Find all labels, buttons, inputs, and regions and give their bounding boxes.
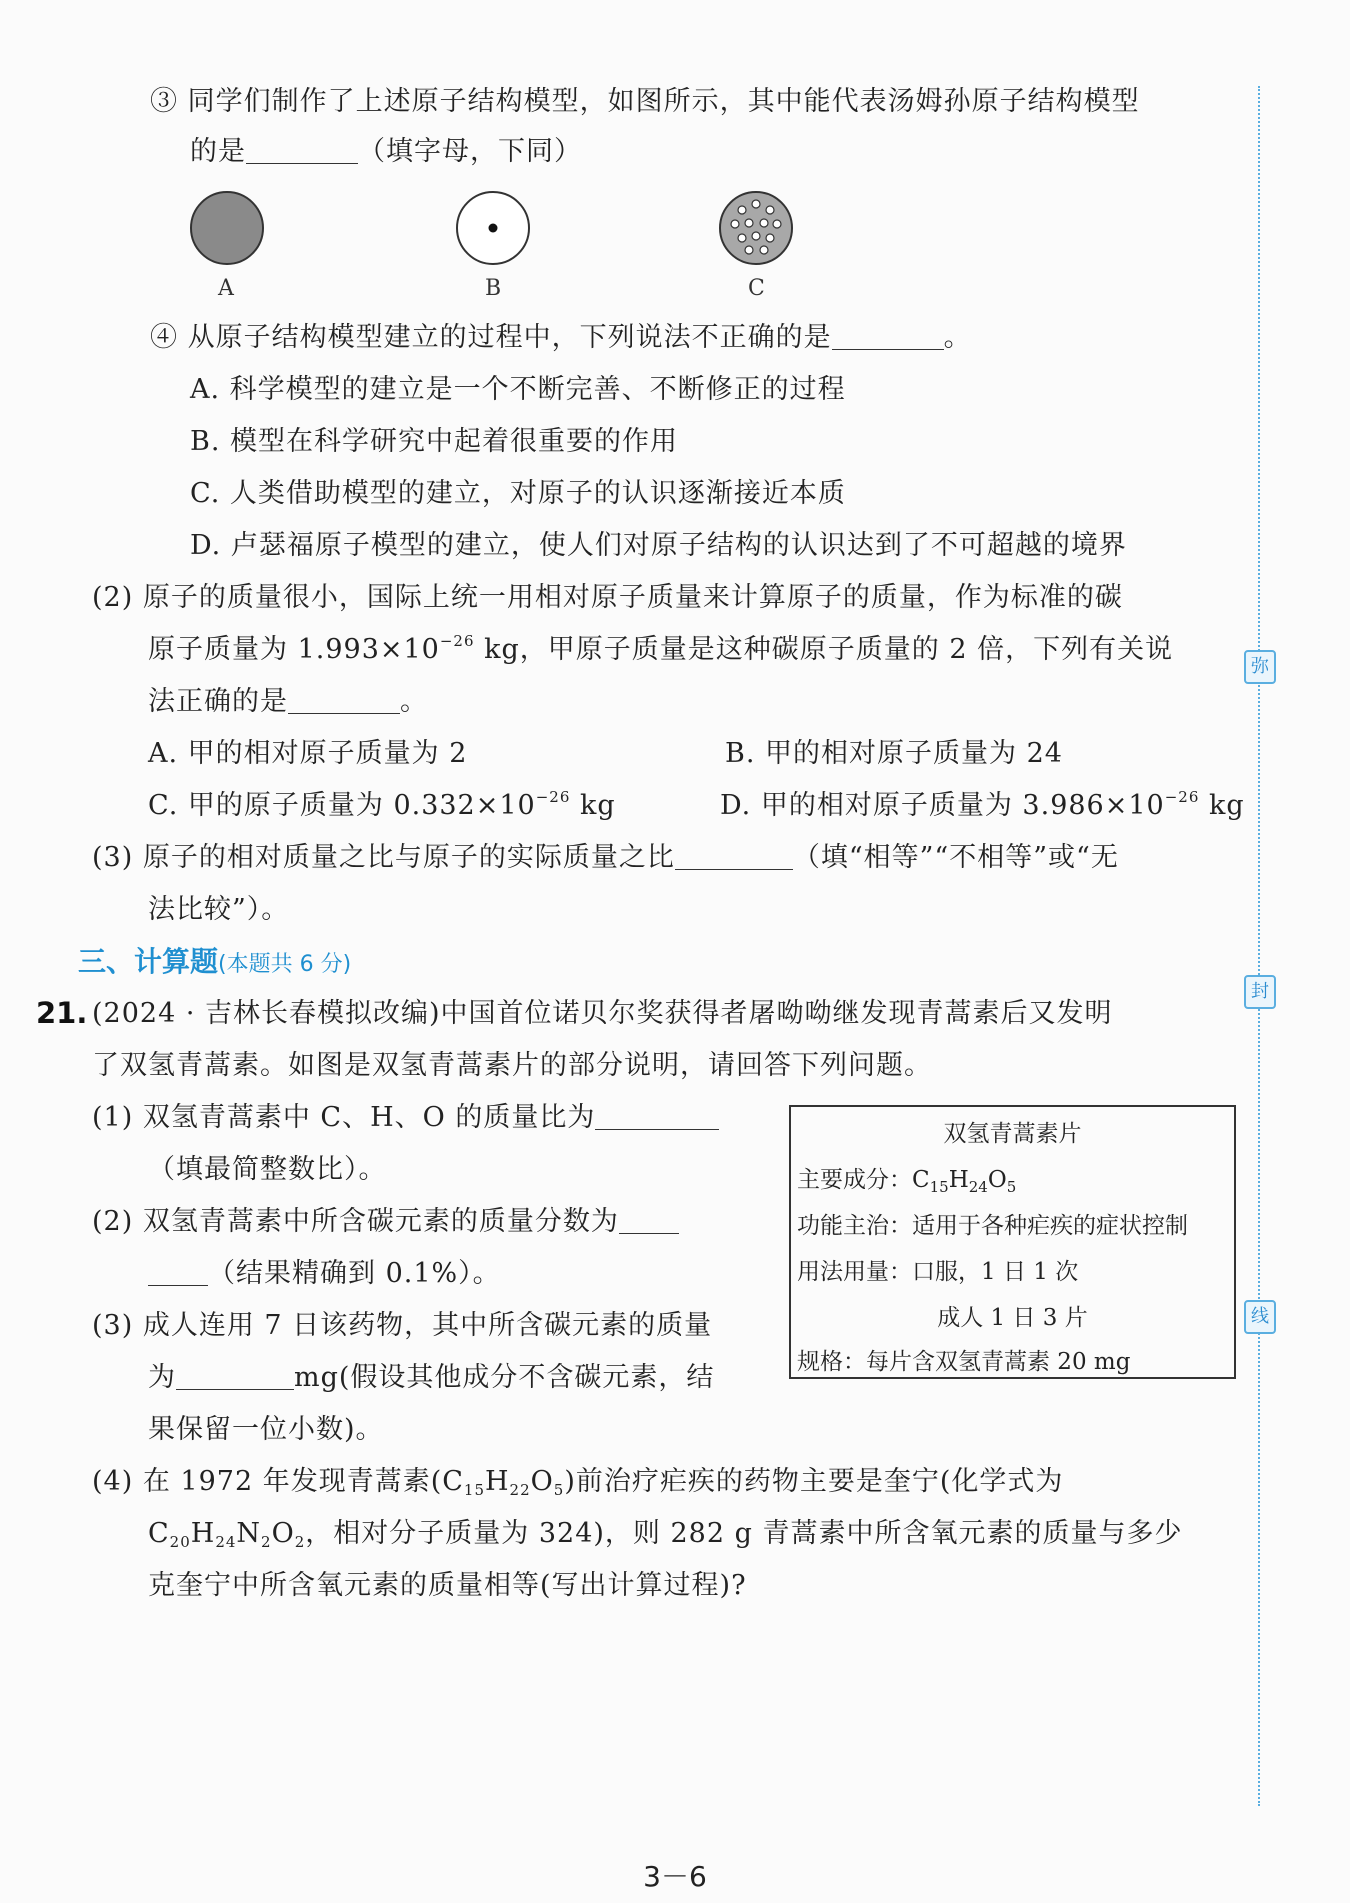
q21-s1-line1 <box>92 1100 719 1136</box>
q4-option-c: C. 人类借助模型的建立，对原子的认识逐渐接近本质 <box>190 478 846 509</box>
p2-option-d <box>720 788 1245 824</box>
subscript: 24 <box>215 1533 237 1551</box>
binding-tab-2: 封 <box>1244 975 1276 1009</box>
p3-hint: （填“相等”“不相等”或“无 <box>792 842 1119 873</box>
q21-line2: 了双氢青蒿素。如图是双氢青蒿素片的部分说明，请回答下列问题。 <box>92 1050 932 1081</box>
p2-option-c <box>148 788 616 824</box>
s4-text: C <box>148 1518 170 1549</box>
s2-hint: （结果精确到 0.1%）。 <box>208 1258 501 1289</box>
option-text: C. 甲的原子质量为 0.332×10 <box>148 790 536 821</box>
p2-text: 原子质量为 1.993×10 <box>148 634 440 665</box>
q4-option-a: A. 科学模型的建立是一个不断完善、不断修正的过程 <box>190 374 846 405</box>
answer-blank[interactable] <box>288 687 400 714</box>
q3-line1: ③ 同学们制作了上述原子结构模型，如图所示，其中能代表汤姆孙原子结构模型 <box>150 86 1140 117</box>
binding-tab-1: 弥 <box>1244 650 1276 684</box>
p3-line2: 法比较”）。 <box>148 894 290 925</box>
box-indication: 功能主治：适用于各种疟疾的症状控制 <box>797 1213 1188 1239</box>
option-text: kg <box>1199 790 1245 821</box>
q21-line1: (2024 · 吉林长春模拟改编)中国首位诺贝尔奖获得者屠呦呦继发现青蒿素后又发明 <box>92 998 1113 1029</box>
subscript: 2 <box>294 1533 306 1551</box>
medicine-label-box <box>789 1105 1236 1379</box>
p2-line1: (2) 原子的质量很小，国际上统一用相对原子质量来计算原子的质量，作为标准的碳 <box>92 582 1123 613</box>
box-ingredient <box>797 1161 1016 1194</box>
q3-text: 的是 <box>190 136 246 167</box>
model-label-c: C <box>748 276 765 301</box>
q21-s2-line2 <box>148 1256 501 1292</box>
q21-s3-line1: (3) 成人连用 7 日该药物，其中所含碳元素的质量 <box>92 1310 713 1341</box>
p2-line2 <box>148 632 1173 668</box>
s4-text: H <box>485 1466 510 1497</box>
answer-blank[interactable] <box>176 1363 294 1390</box>
q21-s4-line1 <box>92 1464 1063 1500</box>
p2-text: 法正确的是 <box>148 686 288 717</box>
p2-option-a: A. 甲的相对原子质量为 2 <box>148 738 468 769</box>
atom-model-b <box>455 190 531 266</box>
s4-text: O <box>271 1518 295 1549</box>
s1-text: (1) 双氢青蒿素中 C、H、O 的质量比为 <box>92 1102 596 1133</box>
answer-blank[interactable] <box>148 1259 208 1286</box>
subscript: 22 <box>509 1481 531 1499</box>
option-text: kg <box>570 790 616 821</box>
s4-text: O <box>530 1466 554 1497</box>
s3-text: mg(假设其他成分不含碳元素，结 <box>294 1362 715 1393</box>
subscript: 15 <box>929 1178 949 1196</box>
q3-hint: （填字母，下同） <box>358 136 582 167</box>
s4-text: H <box>190 1518 216 1549</box>
exponent: −26 <box>535 788 571 806</box>
section-heading <box>78 940 351 980</box>
s4-text: ，相对分子质量为 324)，则 282 g 青蒿素中所含氧元素的质量与多少 <box>305 1518 1183 1549</box>
q21-s4-line2 <box>148 1516 1182 1552</box>
box-adult-dose: 成人 1 日 3 片 <box>937 1305 1088 1331</box>
model-label-a: A <box>218 276 234 301</box>
p3-line1 <box>92 840 1119 876</box>
q4-text: ④ 从原子结构模型建立的过程中，下列说法不正确的是 <box>150 322 832 353</box>
p2-text: kg，甲原子质量是这种碳原子质量的 2 倍，下列有关说 <box>474 634 1174 665</box>
q21-s4-line3: 克奎宁中所含氧元素的质量相等(写出计算过程)? <box>148 1570 747 1601</box>
p2-option-b: B. 甲的相对原子质量为 24 <box>725 738 1063 769</box>
subscript: 15 <box>463 1481 485 1499</box>
box-spec: 规格：每片含双氢青蒿素 20 mg <box>797 1349 1131 1375</box>
subscript: 20 <box>169 1533 191 1551</box>
answer-blank[interactable] <box>595 1103 719 1130</box>
question-number: 21. <box>36 996 88 1030</box>
q21-s2-line1 <box>92 1204 679 1240</box>
q4-end: 。 <box>943 322 972 353</box>
box-text: H <box>948 1167 969 1193</box>
q4-option-b: B. 模型在科学研究中起着很重要的作用 <box>190 426 679 457</box>
atom-model-c <box>718 190 794 266</box>
s4-text: )前治疗疟疾的药物主要是奎宁(化学式为 <box>564 1466 1064 1497</box>
answer-blank[interactable] <box>246 137 358 164</box>
option-text: D. 甲的相对原子质量为 3.986×10 <box>720 790 1165 821</box>
box-dosage: 用法用量：口服，1 日 1 次 <box>797 1259 1079 1285</box>
model-label-b: B <box>485 276 502 301</box>
answer-blank[interactable] <box>619 1207 679 1234</box>
section-note: (本题共 6 分) <box>218 952 352 977</box>
answer-blank[interactable] <box>675 843 793 870</box>
exponent: −26 <box>1164 788 1200 806</box>
q4-option-d: D. 卢瑟福原子模型的建立，使人们对原子结构的认识达到了不可超越的境界 <box>190 530 1127 561</box>
p3-text: (3) 原子的相对质量之比与原子的实际质量之比 <box>92 842 675 873</box>
s4-text: (4) 在 1972 年发现青蒿素(C <box>92 1466 464 1497</box>
s4-text: N <box>236 1518 262 1549</box>
box-text: O <box>987 1167 1007 1193</box>
section-title: 三、计算题 <box>78 945 219 978</box>
binding-tab-3: 线 <box>1244 1300 1276 1334</box>
binding-dotted-line <box>1258 86 1260 1806</box>
exponent: −26 <box>439 632 475 650</box>
q21-s1-line2: （填最简整数比）。 <box>148 1154 387 1185</box>
answer-blank[interactable] <box>832 323 944 350</box>
subscript: 2 <box>261 1533 272 1551</box>
box-text: 主要成分：C <box>797 1167 930 1193</box>
subscript: 5 <box>553 1481 565 1499</box>
subscript: 5 <box>1006 1178 1017 1196</box>
q21-s3-line3: 果保留一位小数)。 <box>148 1414 384 1445</box>
s2-text: (2) 双氢青蒿素中所含碳元素的质量分数为 <box>92 1206 619 1237</box>
box-title: 双氢青蒿素片 <box>943 1121 1082 1147</box>
atom-model-a <box>189 190 265 266</box>
p2-end: 。 <box>400 686 428 717</box>
q21-s3-line2 <box>148 1360 714 1396</box>
q4-stem <box>150 320 972 356</box>
subscript: 24 <box>968 1178 988 1196</box>
page-number: 3－6 <box>643 1860 707 1893</box>
p2-line3 <box>148 684 428 720</box>
q3-line2 <box>190 134 582 170</box>
s3-text: 为 <box>148 1362 176 1393</box>
